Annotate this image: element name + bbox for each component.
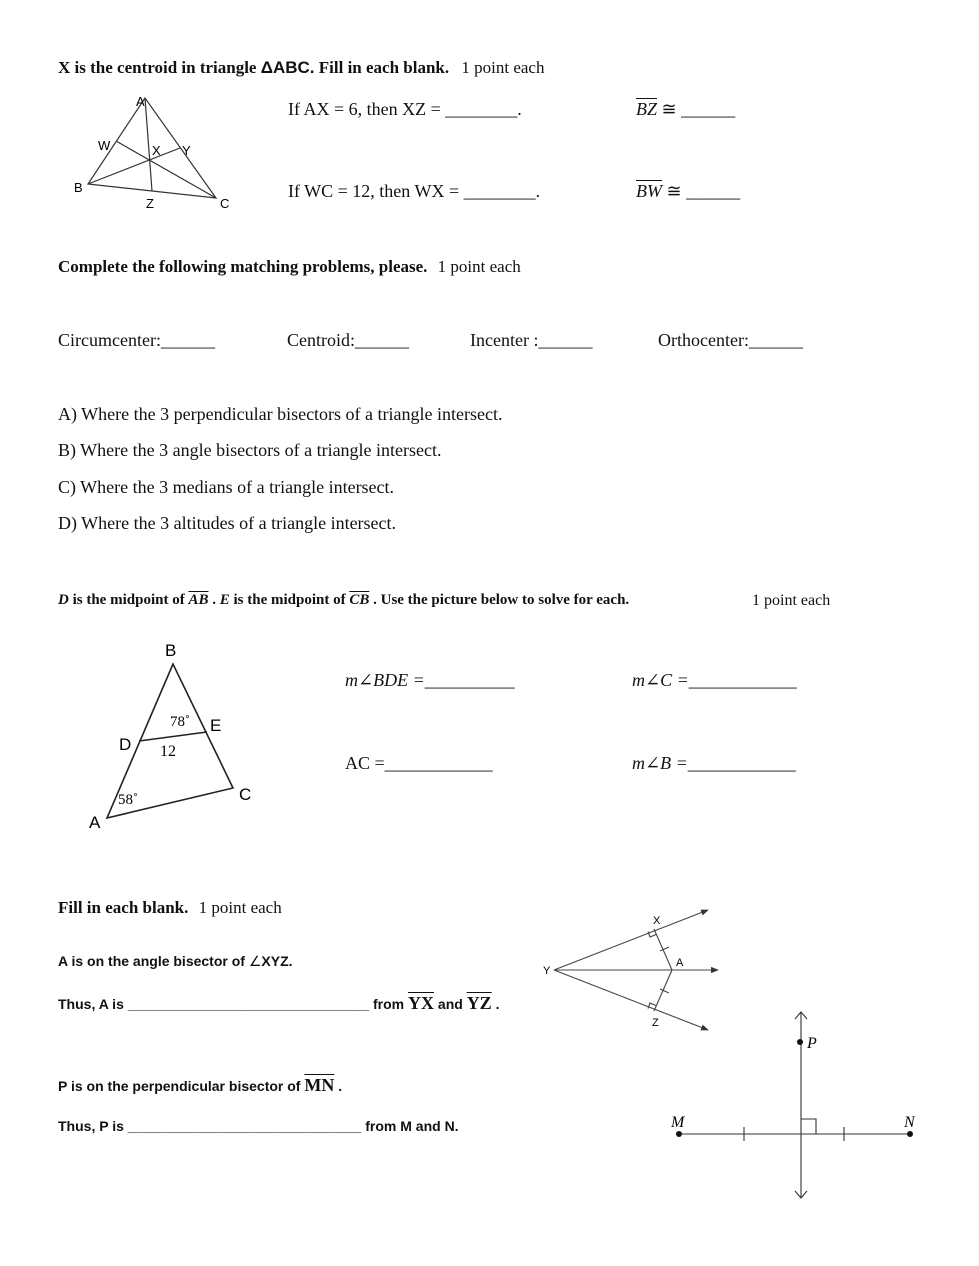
label-z4: Z	[652, 1017, 659, 1029]
section2-points: 1 point each	[437, 257, 521, 276]
section1-heading	[58, 58, 544, 78]
label-b: B	[74, 180, 83, 195]
section4-heading	[58, 898, 282, 918]
label-d2: D	[119, 735, 132, 754]
congruent-blank-2: ≅ ______	[662, 181, 741, 201]
label-m: M	[671, 1114, 685, 1131]
section1-heading-text: X is the centroid in triangle	[58, 58, 257, 77]
point-p	[797, 1039, 803, 1045]
matching-option-a: A) Where the 3 perpendicular bisectors of a triangle intersect.	[58, 404, 503, 424]
section3-points: 1 point each	[752, 592, 831, 609]
bisector-text-1c: XYZ.	[261, 953, 293, 969]
segment-cb: $\overline{CB}$	[349, 592, 370, 608]
label-e2: E	[210, 716, 222, 735]
midsegment-de	[139, 732, 207, 741]
midsegment-question-2: m∠C =____________	[632, 670, 797, 690]
label-c: C	[220, 196, 230, 211]
bisector-text-3a: P is on the perpendicular bisector of	[58, 1078, 305, 1094]
bisector-statement-4: Thus, P is ______________________________ from M and N.	[58, 1118, 459, 1134]
label-z: Z	[146, 196, 154, 211]
midsegment-question-1: m∠BDE =__________	[345, 670, 515, 690]
median-cw	[116, 141, 216, 198]
section2-heading	[58, 257, 521, 277]
point-m	[676, 1131, 682, 1137]
point-n	[907, 1131, 913, 1137]
congruent-blank-1: ≅ ______	[657, 99, 736, 119]
label-p: P	[807, 1035, 817, 1052]
section2-heading-text: Complete the following matching problems, please.	[58, 257, 428, 276]
median-az	[145, 98, 152, 191]
matching-option-b: B) Where the 3 angle bisectors of a triangle intersect.	[58, 440, 442, 460]
label-w: W	[98, 138, 111, 153]
label-y4: Y	[543, 965, 551, 977]
label-x: X	[152, 143, 161, 158]
segment-yx: $\overline{YX}$	[408, 993, 435, 1013]
ray-yx	[554, 910, 708, 970]
centroid-question-3	[636, 99, 735, 120]
bisector-statement-3	[58, 1075, 342, 1096]
segment-bw: $\overline{BW}$	[636, 181, 662, 201]
point-d-label: D	[58, 592, 69, 608]
matching-option-c: C) Where the 3 medians of a triangle intersect.	[58, 477, 395, 497]
segment-de-value: 12	[160, 743, 176, 760]
section3-text-2: .	[208, 592, 220, 608]
section1-points: 1 point each	[461, 58, 545, 77]
bisector-text-and: and	[434, 996, 467, 1012]
midsegment-triangle-figure	[85, 638, 265, 838]
label-a: A	[136, 94, 145, 109]
midsegment-question-3: AC =____________	[345, 753, 493, 773]
section3-text-1: is the midpoint of	[68, 592, 189, 608]
matching-blank-orthocenter: Orthocenter:______	[658, 330, 803, 350]
centroid-triangle-figure	[70, 88, 230, 211]
perpendicular-bisector-figure	[665, 1005, 925, 1205]
label-a4: A	[676, 957, 684, 969]
matching-blank-incenter: Incenter :______	[470, 330, 593, 350]
section3-heading	[58, 592, 629, 609]
label-c2: C	[239, 785, 252, 804]
segment-ab: $\overline{AB}$	[188, 592, 209, 608]
segment-bz: $\overline{BZ}$	[636, 99, 658, 119]
bisector-statement-1	[58, 953, 293, 970]
section4-heading-text: Fill in each blank.	[58, 898, 189, 917]
bisector-text-2end: .	[491, 996, 500, 1012]
tick-mark-2	[660, 989, 669, 993]
label-y: Y	[182, 143, 191, 158]
matching-option-d: D) Where the 3 altitudes of a triangle intersect.	[58, 513, 397, 533]
bisector-statement-2	[58, 993, 499, 1014]
section1-instruction: Fill in each blank.	[318, 58, 450, 77]
right-angle-marker-3	[801, 1119, 816, 1134]
median-by	[88, 148, 180, 184]
label-x4: X	[653, 915, 661, 927]
bisector-text-1a: A is on the angle bisector of	[58, 953, 249, 969]
label-n: N	[904, 1114, 915, 1131]
label-b2: B	[165, 641, 177, 660]
matching-blank-circumcenter: Circumcenter:______	[58, 330, 215, 350]
centroid-question-1: If AX = 6, then XZ = ________.	[288, 99, 522, 119]
segment-yz: $\overline{YZ}$	[466, 993, 492, 1013]
section3-text-4: . Use the picture below to solve for each.	[369, 592, 630, 608]
bisector-text-2a: Thus, A is _______________________________ from	[58, 996, 409, 1012]
angle-e-value: 78˚	[170, 714, 190, 730]
section1-triangle-label: ΔABC.	[260, 58, 315, 77]
section3-text-3: is the midpoint of	[229, 592, 350, 608]
point-e-label: E	[219, 592, 230, 608]
matching-blank-centroid: Centroid:______	[287, 330, 409, 350]
section4-points: 1 point each	[198, 898, 282, 917]
segment-mn: $\overline{MN}$	[304, 1075, 335, 1095]
tick-mark-1	[660, 947, 669, 951]
centroid-question-4	[636, 181, 740, 202]
midsegment-question-4: m∠B =____________	[632, 753, 796, 773]
bisector-text-3end: .	[334, 1078, 343, 1094]
angle-symbol: ∠	[248, 953, 262, 969]
angle-a-value: 58˚	[118, 792, 138, 808]
label-a2: A	[89, 813, 101, 832]
centroid-question-2: If WC = 12, then WX = ________.	[288, 181, 541, 201]
